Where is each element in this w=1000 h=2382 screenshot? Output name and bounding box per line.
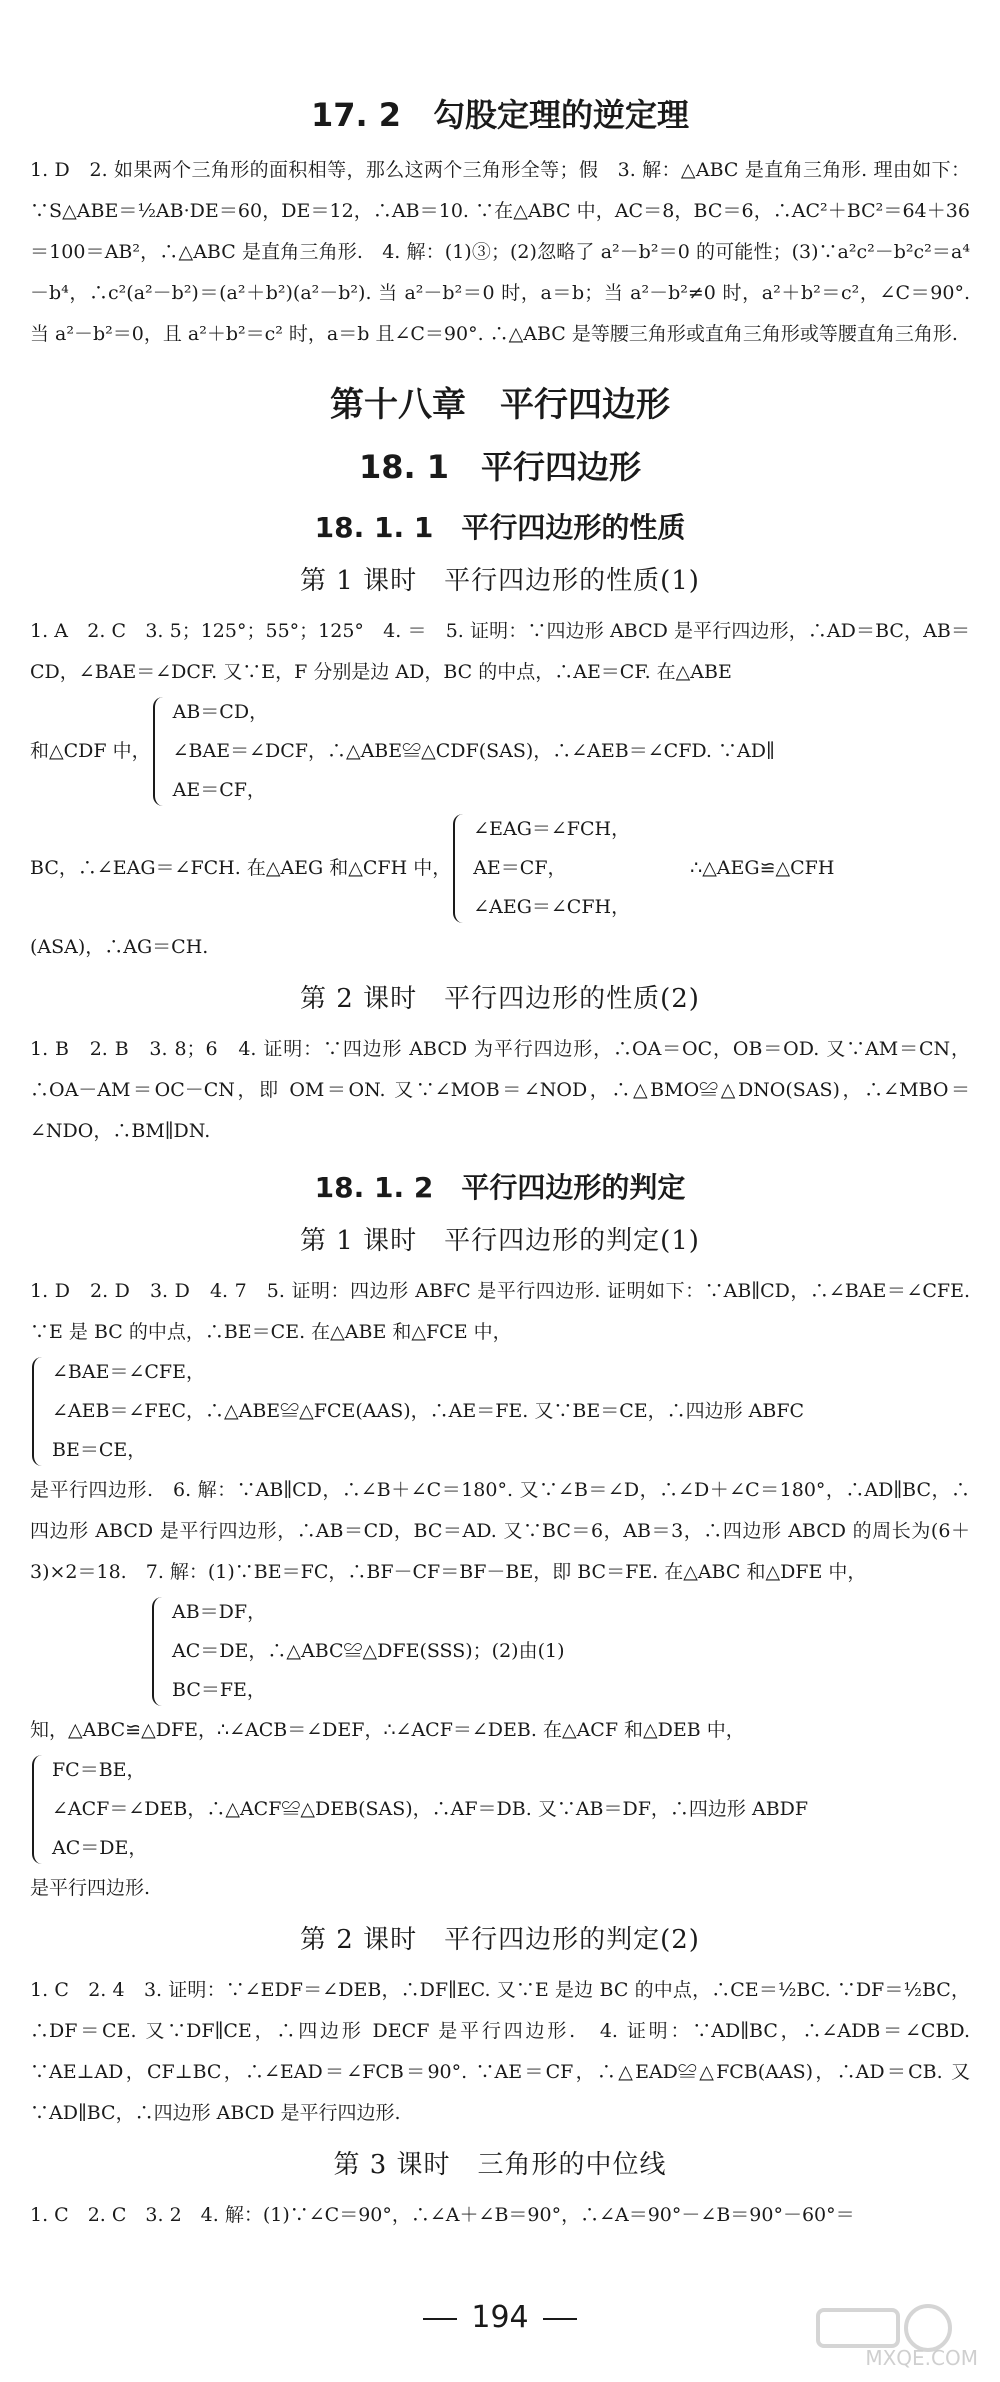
brace-system	[30, 810, 970, 927]
brace-line: ∠AEB＝∠FEC，∴△ABE≌△FCE(AAS)，∴AE＝FE. 又∵BE＝CE，∴四边形 ABFC	[52, 1400, 805, 1422]
section-title-18-1-1: 18. 1. 1 平行四边形的性质	[314, 511, 686, 544]
answers-criteria-2: 1. C 2. 4 3. 证明：∵∠EDF＝∠DEB，∴DF∥EC. 又∵E 是边 BC 的中点，∴CE＝½BC. ∵DF＝½BC，∴DF＝CE. 又∵DF∥CE，∴四边形 DECF 是平行四边形. 4. 证明：∵AD∥BC，∴∠ADB＝∠CBD. ∵AE⊥AD，CF⊥BC，∴∠EAD＝∠FCB＝90°. ∵AE＝CF，∴△EAD≌△FCB(AAS)，∴AD＝CB. 又∵AD∥BC，∴四边形 ABCD 是平行四边形.	[30, 1979, 970, 2124]
brace-system	[30, 1751, 970, 1868]
watermark-logo	[778, 2300, 978, 2370]
brace-line: ∠BAE＝∠DCF，∴△ABE≌△CDF(SAS)，∴∠AEB＝∠CFD. ∵AD∥	[172, 740, 775, 762]
answers-criteria-1: 1. D 2. D 3. D 4. 7 5. 证明：四边形 ABFC 是平行四边形. 证明如下：∵AB∥CD，∴∠BAE＝∠CFE. ∵E 是 BC 的中点，∴BE＝CE. 在△ABE 和△FCE 中，	[30, 1280, 970, 1343]
brace-system	[30, 1353, 970, 1470]
answers-criteria-1-end: 是平行四边形.	[30, 1877, 151, 1899]
page-number-dash	[543, 2318, 577, 2320]
section-title-18-1: 18. 1 平行四边形	[358, 448, 642, 486]
brace-line: BC＝FE，	[172, 1679, 266, 1701]
page-number-value: 194	[471, 2300, 529, 2335]
answers-17-2: 1. D 2. 如果两个三角形的面积相等，那么这两个三角形全等；假 3. 解：△ABC 是直角三角形. 理由如下：∵S△ABE＝½AB·DE＝60，DE＝12，∴AB＝10. ∵在△ABC 中，AC＝8，BC＝6，∴AC²＋BC²＝64＋36＝100＝AB²，∴△ABC 是直角三角形. 4. 解：(1)③；(2)忽略了 a²－b²＝0 的可能性；(3)∵a²c²－b²c²＝a⁴－b⁴，∴c²(a²－b²)＝(a²＋b²)(a²－b²). 当 a²－b²＝0 时，a＝b；当 a²－b²≠0 时，a²＋b²＝c²，∠C＝90°. 当 a²－b²＝0，且 a²＋b²＝c² 时，a＝b 且∠C＝90°. ∴△ABC 是等腰三角形或直角三角形或等腰直角三角形.	[30, 159, 970, 345]
brace-line: ∠BAE＝∠CFE，	[52, 1361, 205, 1383]
answers-properties-1: 1. A 2. C 3. 5；125°；55°；125° 4. ＝ 5. 证明：∵四边形 ABCD 是平行四边形，∴AD＝BC，AB＝CD，∠BAE＝∠DCF. 又∵E，F 分别是边 AD，BC 的中点，∴AE＝CF. 在△ABE	[30, 620, 970, 683]
brace-line: FC＝BE，	[52, 1759, 146, 1781]
lesson-title-properties-2: 第 2 课时 平行四边形的性质(2)	[300, 984, 700, 1014]
brace-lead-text: BC，∴∠EAG＝∠FCH. 在△AEG 和△CFH 中，	[30, 857, 452, 879]
lesson-title-criteria-2: 第 2 课时 平行四边形的判定(2)	[300, 1925, 700, 1955]
brace-lines	[172, 1593, 564, 1710]
watermark-text: MXQE.COM	[865, 2346, 978, 2370]
brace-system	[30, 693, 970, 810]
brace-symbol	[32, 1755, 46, 1864]
brace-symbol	[32, 1357, 46, 1466]
section-title-18-1-2: 18. 1. 2 平行四边形的判定	[314, 1171, 686, 1204]
brace-line: AB＝DF，	[172, 1601, 267, 1623]
brace-line: AC＝DE，	[52, 1837, 148, 1859]
page-content	[30, 90, 970, 2236]
lesson-title-properties-1: 第 1 课时 平行四边形的性质(1)	[300, 566, 700, 596]
brace-line: AC＝DE，∴△ABC≌△DFE(SSS)；(2)由(1)	[172, 1640, 565, 1662]
brace-lines	[173, 693, 775, 810]
brace-tail-text: ∴△AEG≌△CFH	[690, 857, 835, 879]
brace-symbol	[153, 697, 167, 806]
brace-lines	[52, 1751, 808, 1868]
answers-criteria-1-cont2: 知，△ABC≌△DFE，∴∠ACB＝∠DEF，∴∠ACF＝∠DEB. 在△ACF 和△DEB 中，	[30, 1719, 745, 1741]
brace-lines	[52, 1353, 804, 1470]
answers-properties-1-end: (ASA)，∴AG＝CH.	[30, 936, 209, 958]
brace-line: AB＝CD，	[172, 701, 269, 723]
answers-properties-2: 1. B 2. B 3. 8；6 4. 证明：∵四边形 ABCD 为平行四边形，∴OA＝OC，OB＝OD. 又∵AM＝CN，∴OA－AM＝OC－CN，即 OM＝ON. 又∵∠MOB＝∠NOD，∴△BMO≌△DNO(SAS)，∴∠MBO＝∠NDO，∴BM∥DN.	[30, 1038, 970, 1142]
chapter-title: 第十八章 平行四边形	[330, 385, 670, 425]
brace-line: ∠EAG＝∠FCH，	[473, 818, 631, 840]
answers-midline: 1. C 2. C 3. 2 4. 解：(1)∵∠C＝90°，∴∠A＋∠B＝90°，∴∠A＝90°－∠B＝90°－60°＝	[30, 2204, 855, 2226]
brace-system	[150, 1593, 970, 1710]
answers-criteria-1-cont: 是平行四边形. 6. 解：∵AB∥CD，∴∠B＋∠C＝180°. 又∵∠B＝∠D，∴∠D＋∠C＝180°，∴AD∥BC，∴四边形 ABCD 是平行四边形，∴AB＝CD，BC＝AD. 又∵BC＝6，AB＝3，∴四边形 ABCD 的周长为(6＋3)×2＝18. 7. 解：(1)∵BE＝FC，∴BF－CF＝BF－BE，即 BC＝FE. 在△ABC 和△DFE 中，	[30, 1479, 970, 1583]
section-title-17-2: 17. 2 勾股定理的逆定理	[310, 96, 690, 134]
brace-line: ∠AEG＝∠CFH，	[473, 896, 631, 918]
page-number-dash	[423, 2318, 457, 2320]
brace-lead-text: 和△CDF 中，	[30, 740, 151, 762]
lesson-title-criteria-1: 第 1 课时 平行四边形的判定(1)	[300, 1226, 700, 1256]
brace-line: AE＝CF，	[172, 779, 266, 801]
brace-line: BE＝CE，	[52, 1439, 147, 1461]
brace-symbol	[453, 814, 467, 923]
brace-line: AE＝CF，	[473, 857, 567, 879]
lesson-title-midline: 第 3 课时 三角形的中位线	[333, 2150, 667, 2180]
brace-lines	[473, 810, 630, 927]
brace-line: ∠ACF＝∠DEB，∴△ACF≌△DEB(SAS)，∴AF＝DB. 又∵AB＝DF，∴四边形 ABDF	[52, 1798, 809, 1820]
brace-symbol	[152, 1597, 166, 1706]
